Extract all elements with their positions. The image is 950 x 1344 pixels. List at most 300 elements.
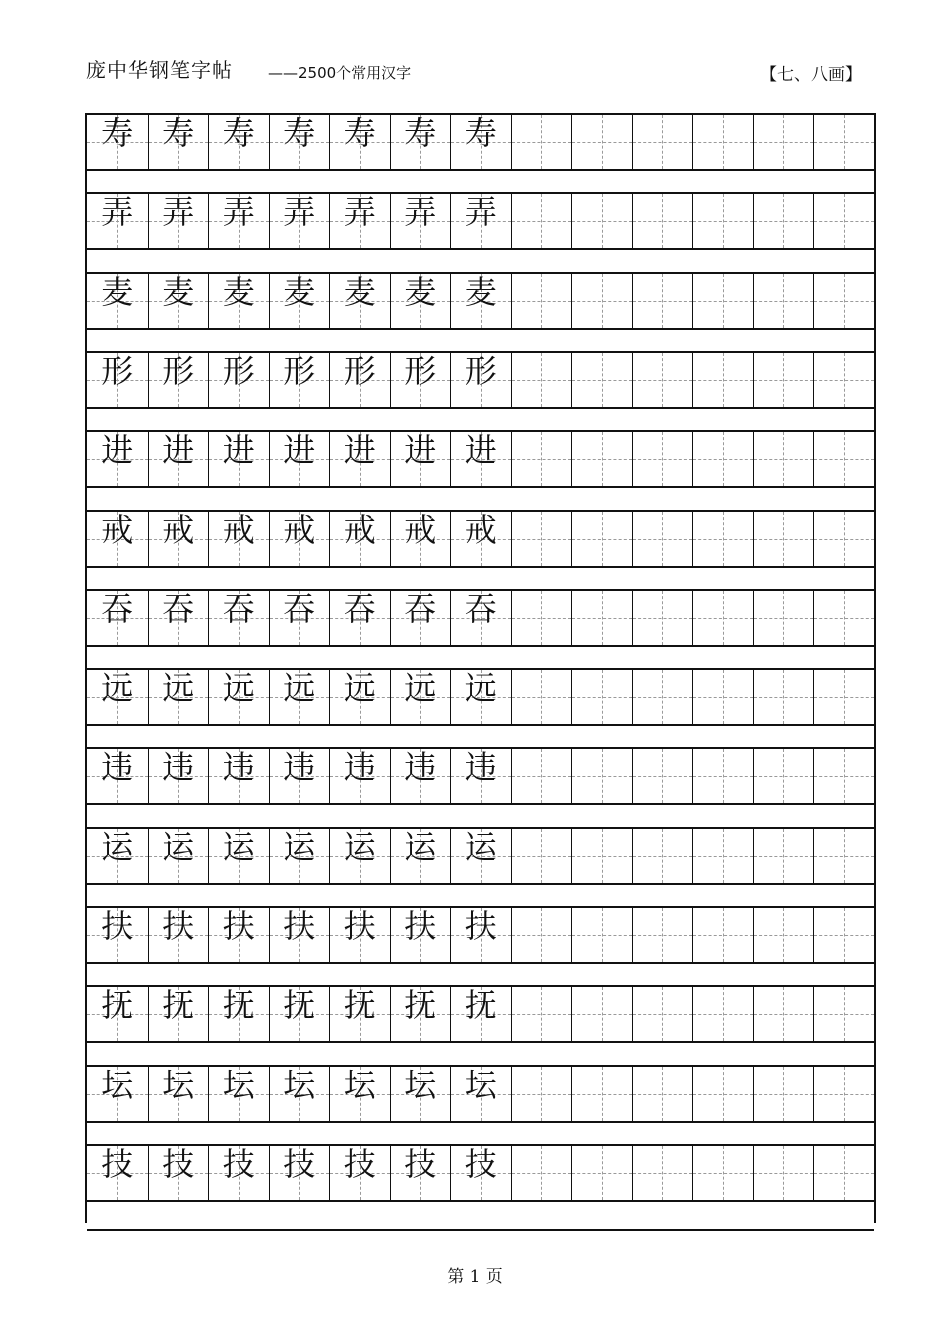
guide-line-vertical [541, 829, 542, 883]
practice-cell-empty [571, 749, 632, 803]
practice-row [87, 1144, 874, 1202]
guide-line-vertical [783, 1146, 784, 1200]
practice-cell-empty [692, 194, 753, 248]
practice-character: 吞 [343, 589, 376, 628]
practice-character: 吞 [283, 589, 316, 628]
practice-character: 扶 [222, 907, 255, 945]
practice-cell-filled [87, 591, 148, 645]
page-title: 庞中华钢笔字帖 [86, 58, 233, 82]
practice-cell-filled [208, 274, 269, 328]
practice-cell-filled [269, 749, 330, 803]
guide-line-vertical [541, 908, 542, 962]
practice-character: 吞 [101, 589, 134, 628]
practice-cell-empty [813, 908, 874, 962]
page-number: 第 1 页 [447, 1267, 503, 1287]
practice-character: 戒 [283, 510, 316, 549]
practice-character: 远 [101, 669, 134, 708]
practice-cell-filled [329, 908, 390, 962]
practice-cell-empty [632, 512, 693, 566]
practice-character: 吞 [162, 589, 195, 628]
guide-line-vertical [662, 1146, 663, 1200]
practice-cell-filled [208, 115, 269, 169]
guide-line-vertical [844, 829, 845, 883]
practice-cell-filled [390, 987, 451, 1041]
guide-line-vertical [844, 670, 845, 724]
practice-cell-empty [813, 432, 874, 486]
practice-cell-filled [329, 353, 390, 407]
guide-line-vertical [541, 432, 542, 486]
practice-character: 运 [222, 827, 255, 866]
guide-line-vertical [662, 432, 663, 486]
grid-bottom-rule [87, 1229, 874, 1231]
guide-line-vertical [662, 749, 663, 803]
practice-cell-filled [148, 115, 209, 169]
guide-line-vertical [602, 194, 603, 248]
practice-cell-empty [571, 274, 632, 328]
practice-cell-empty [692, 1146, 753, 1200]
practice-character: 弄 [222, 193, 255, 232]
practice-cell-empty [753, 274, 814, 328]
practice-character: 弄 [343, 193, 376, 232]
practice-cell-filled [390, 115, 451, 169]
practice-cell-filled [450, 1146, 511, 1200]
practice-cell-empty [511, 115, 572, 169]
practice-cell-filled [269, 987, 330, 1041]
guide-line-vertical [783, 749, 784, 803]
practice-cell-filled [390, 1146, 451, 1200]
practice-cell-empty [571, 353, 632, 407]
guide-line-vertical [844, 1067, 845, 1121]
practice-character: 麦 [404, 272, 437, 311]
guide-line-vertical [541, 591, 542, 645]
practice-cell-filled [269, 1146, 330, 1200]
practice-cell-empty [813, 512, 874, 566]
practice-cell-filled [148, 1067, 209, 1121]
practice-character: 扶 [464, 907, 497, 945]
guide-line-vertical [844, 274, 845, 328]
practice-cell-filled [208, 353, 269, 407]
practice-cell-filled [329, 115, 390, 169]
practice-cell-filled [450, 353, 511, 407]
practice-cell-empty [632, 591, 693, 645]
guide-line-vertical [662, 987, 663, 1041]
practice-character: 吞 [464, 589, 497, 628]
practice-cell-filled [148, 749, 209, 803]
practice-character: 抚 [101, 986, 134, 1025]
practice-cell-filled [450, 274, 511, 328]
guide-line-vertical [602, 591, 603, 645]
practice-cell-filled [148, 591, 209, 645]
practice-character: 寿 [464, 114, 497, 152]
practice-row [87, 430, 874, 488]
practice-cell-empty [753, 987, 814, 1041]
practice-cell-filled [208, 908, 269, 962]
practice-character: 坛 [343, 1065, 376, 1104]
practice-cell-empty [571, 194, 632, 248]
practice-cell-empty [571, 115, 632, 169]
practice-character: 戒 [101, 510, 134, 549]
guide-line-vertical [723, 1067, 724, 1121]
guide-line-vertical [541, 987, 542, 1041]
practice-character: 坛 [464, 1065, 497, 1104]
practice-cell-filled [329, 274, 390, 328]
practice-character: 进 [343, 431, 376, 470]
practice-character: 运 [283, 827, 316, 866]
practice-cell-empty [632, 908, 693, 962]
practice-cell-filled [329, 512, 390, 566]
practice-cell-empty [813, 670, 874, 724]
practice-character: 形 [404, 351, 437, 390]
practice-cell-filled [269, 829, 330, 883]
guide-line-vertical [602, 353, 603, 407]
guide-line-vertical [844, 512, 845, 566]
practice-character: 麦 [162, 272, 195, 311]
guide-line-vertical [541, 115, 542, 169]
practice-cell-empty [813, 1067, 874, 1121]
guide-line-vertical [723, 749, 724, 803]
guide-line-vertical [844, 749, 845, 803]
practice-cell-empty [813, 749, 874, 803]
practice-cell-filled [450, 908, 511, 962]
practice-cell-filled [87, 1067, 148, 1121]
practice-character: 弄 [162, 193, 195, 232]
practice-cell-filled [87, 1146, 148, 1200]
practice-cell-filled [329, 829, 390, 883]
practice-cell-empty [692, 1067, 753, 1121]
practice-cell-filled [329, 1146, 390, 1200]
practice-cell-filled [329, 591, 390, 645]
practice-character: 技 [343, 1144, 376, 1183]
guide-line-vertical [723, 512, 724, 566]
practice-cell-filled [87, 749, 148, 803]
practice-cell-empty [813, 829, 874, 883]
guide-line-vertical [662, 115, 663, 169]
practice-cell-filled [450, 829, 511, 883]
guide-line-vertical [602, 749, 603, 803]
practice-cell-empty [753, 1067, 814, 1121]
practice-character: 远 [222, 669, 255, 708]
practice-cell-filled [208, 829, 269, 883]
guide-line-vertical [723, 908, 724, 962]
practice-character: 扶 [283, 907, 316, 945]
guide-line-vertical [844, 987, 845, 1041]
guide-line-vertical [844, 908, 845, 962]
practice-cell-empty [753, 194, 814, 248]
practice-character: 扶 [343, 907, 376, 945]
practice-character: 坛 [222, 1065, 255, 1104]
practice-character: 技 [283, 1144, 316, 1183]
practice-cell-empty [813, 115, 874, 169]
practice-character: 进 [162, 431, 195, 470]
practice-row [87, 272, 874, 330]
guide-line-vertical [783, 274, 784, 328]
practice-cell-filled [269, 194, 330, 248]
practice-cell-empty [753, 670, 814, 724]
practice-cell-filled [208, 1146, 269, 1200]
practice-cell-filled [450, 194, 511, 248]
practice-character: 违 [101, 748, 134, 787]
practice-row [87, 351, 874, 409]
guide-line-vertical [844, 194, 845, 248]
guide-line-vertical [783, 353, 784, 407]
practice-cell-empty [813, 987, 874, 1041]
practice-cell-empty [692, 432, 753, 486]
practice-cell-empty [571, 1146, 632, 1200]
practice-character: 形 [162, 351, 195, 390]
guide-line-vertical [783, 1067, 784, 1121]
practice-cell-filled [329, 194, 390, 248]
practice-character: 麦 [464, 272, 497, 311]
guide-line-vertical [662, 908, 663, 962]
practice-character: 技 [101, 1144, 134, 1183]
practice-cell-empty [813, 274, 874, 328]
practice-cell-filled [390, 432, 451, 486]
practice-cell-filled [208, 987, 269, 1041]
practice-character: 扶 [101, 907, 134, 945]
practice-cell-filled [208, 749, 269, 803]
practice-character: 扶 [162, 907, 195, 945]
practice-character: 抚 [464, 986, 497, 1025]
practice-character: 运 [464, 827, 497, 866]
guide-line-vertical [723, 591, 724, 645]
practice-cell-filled [87, 512, 148, 566]
practice-cell-filled [148, 194, 209, 248]
practice-character: 寿 [101, 114, 134, 152]
practice-cell-empty [632, 987, 693, 1041]
practice-character: 远 [404, 669, 437, 708]
practice-cell-empty [813, 591, 874, 645]
practice-cell-empty [753, 432, 814, 486]
practice-character: 运 [343, 827, 376, 866]
practice-cell-filled [329, 1067, 390, 1121]
practice-cell-filled [148, 353, 209, 407]
practice-cell-filled [329, 670, 390, 724]
practice-character: 弄 [101, 193, 134, 232]
practice-cell-filled [269, 908, 330, 962]
practice-cell-empty [813, 353, 874, 407]
guide-line-vertical [602, 987, 603, 1041]
guide-line-vertical [723, 670, 724, 724]
page-subtitle: ——2500个常用汉字 [268, 64, 412, 82]
practice-cell-empty [813, 1146, 874, 1200]
practice-cell-empty [511, 274, 572, 328]
practice-cell-filled [269, 115, 330, 169]
guide-line-vertical [662, 670, 663, 724]
practice-row [87, 747, 874, 805]
guide-line-vertical [783, 432, 784, 486]
guide-line-vertical [662, 1067, 663, 1121]
practice-character: 远 [343, 669, 376, 708]
practice-character: 技 [404, 1144, 437, 1183]
practice-row [87, 1065, 874, 1123]
practice-cell-filled [87, 908, 148, 962]
practice-cell-empty [632, 670, 693, 724]
guide-line-vertical [602, 432, 603, 486]
guide-line-vertical [783, 987, 784, 1041]
practice-row [87, 985, 874, 1043]
practice-character: 麦 [101, 272, 134, 311]
practice-cell-empty [511, 1146, 572, 1200]
guide-line-vertical [541, 353, 542, 407]
practice-cell-filled [390, 749, 451, 803]
practice-cell-empty [511, 749, 572, 803]
practice-cell-filled [208, 591, 269, 645]
practice-cell-filled [87, 274, 148, 328]
guide-line-vertical [662, 194, 663, 248]
practice-character: 进 [464, 431, 497, 470]
practice-cell-filled [450, 115, 511, 169]
practice-character: 违 [222, 748, 255, 787]
practice-cell-empty [511, 987, 572, 1041]
practice-cell-empty [511, 829, 572, 883]
guide-line-vertical [662, 591, 663, 645]
practice-character: 寿 [162, 114, 195, 152]
practice-cell-empty [632, 115, 693, 169]
practice-character: 违 [404, 748, 437, 787]
practice-cell-empty [632, 432, 693, 486]
practice-cell-empty [571, 908, 632, 962]
practice-cell-empty [632, 353, 693, 407]
practice-character: 远 [464, 669, 497, 708]
practice-character: 违 [464, 748, 497, 787]
practice-cell-filled [390, 829, 451, 883]
practice-character: 坛 [283, 1065, 316, 1104]
guide-line-vertical [541, 749, 542, 803]
practice-character: 扶 [404, 907, 437, 945]
practice-cell-empty [511, 908, 572, 962]
practice-character: 技 [222, 1144, 255, 1183]
guide-line-vertical [723, 1146, 724, 1200]
practice-character: 运 [162, 827, 195, 866]
practice-character: 戒 [222, 510, 255, 549]
practice-cell-empty [692, 908, 753, 962]
guide-line-vertical [662, 353, 663, 407]
practice-character: 抚 [222, 986, 255, 1025]
practice-cell-filled [87, 670, 148, 724]
guide-line-vertical [844, 1146, 845, 1200]
practice-cell-filled [148, 987, 209, 1041]
practice-character: 形 [283, 351, 316, 390]
guide-line-vertical [723, 829, 724, 883]
practice-character: 进 [404, 431, 437, 470]
practice-character: 远 [283, 669, 316, 708]
practice-cell-filled [148, 1146, 209, 1200]
practice-cell-empty [753, 829, 814, 883]
practice-cell-empty [692, 115, 753, 169]
practice-character: 弄 [283, 193, 316, 232]
practice-row [87, 192, 874, 250]
practice-character: 戒 [404, 510, 437, 549]
practice-cell-filled [269, 670, 330, 724]
practice-cell-filled [208, 432, 269, 486]
guide-line-vertical [602, 1146, 603, 1200]
practice-cell-filled [87, 829, 148, 883]
practice-row [87, 906, 874, 964]
practice-character: 抚 [404, 986, 437, 1025]
practice-cell-empty [511, 194, 572, 248]
practice-cell-filled [208, 194, 269, 248]
practice-character: 进 [283, 431, 316, 470]
guide-line-vertical [723, 432, 724, 486]
practice-cell-filled [390, 1067, 451, 1121]
practice-character: 抚 [283, 986, 316, 1025]
practice-cell-empty [511, 353, 572, 407]
practice-character: 进 [101, 431, 134, 470]
practice-cell-filled [269, 353, 330, 407]
practice-cell-filled [450, 512, 511, 566]
practice-cell-filled [390, 274, 451, 328]
practice-character: 形 [222, 351, 255, 390]
practice-cell-empty [571, 432, 632, 486]
practice-cell-filled [148, 670, 209, 724]
practice-character: 抚 [162, 986, 195, 1025]
practice-cell-filled [450, 749, 511, 803]
practice-cell-filled [329, 432, 390, 486]
practice-cell-filled [390, 512, 451, 566]
guide-line-vertical [844, 591, 845, 645]
practice-grid [85, 113, 876, 1223]
practice-cell-empty [692, 829, 753, 883]
guide-line-vertical [783, 194, 784, 248]
practice-character: 寿 [404, 114, 437, 152]
practice-character: 麦 [343, 272, 376, 311]
practice-cell-empty [511, 670, 572, 724]
practice-cell-empty [511, 591, 572, 645]
practice-character: 麦 [222, 272, 255, 311]
practice-cell-empty [511, 512, 572, 566]
guide-line-vertical [602, 115, 603, 169]
practice-character: 进 [222, 431, 255, 470]
practice-cell-empty [571, 1067, 632, 1121]
guide-line-vertical [541, 1146, 542, 1200]
guide-line-vertical [662, 829, 663, 883]
practice-cell-filled [148, 908, 209, 962]
practice-cell-empty [753, 512, 814, 566]
practice-character: 弄 [464, 193, 497, 232]
practice-cell-empty [511, 1067, 572, 1121]
practice-cell-filled [269, 1067, 330, 1121]
practice-character: 违 [162, 748, 195, 787]
guide-line-vertical [783, 670, 784, 724]
practice-cell-filled [148, 432, 209, 486]
practice-cell-empty [571, 591, 632, 645]
practice-cell-empty [692, 512, 753, 566]
practice-cell-empty [571, 512, 632, 566]
practice-character: 形 [464, 351, 497, 390]
practice-cell-empty [571, 829, 632, 883]
guide-line-vertical [662, 512, 663, 566]
practice-row [87, 668, 874, 726]
practice-cell-filled [87, 115, 148, 169]
practice-character: 弄 [404, 193, 437, 232]
practice-character: 麦 [283, 272, 316, 311]
practice-character: 运 [404, 827, 437, 866]
practice-character: 坛 [162, 1065, 195, 1104]
practice-cell-empty [692, 591, 753, 645]
practice-cell-empty [753, 115, 814, 169]
guide-line-vertical [783, 115, 784, 169]
practice-cell-empty [571, 670, 632, 724]
guide-line-vertical [602, 512, 603, 566]
practice-character: 违 [343, 748, 376, 787]
practice-cell-filled [148, 274, 209, 328]
practice-cell-filled [390, 194, 451, 248]
practice-cell-filled [450, 591, 511, 645]
guide-line-vertical [662, 274, 663, 328]
practice-cell-empty [632, 194, 693, 248]
practice-cell-empty [632, 1067, 693, 1121]
practice-cell-filled [450, 987, 511, 1041]
